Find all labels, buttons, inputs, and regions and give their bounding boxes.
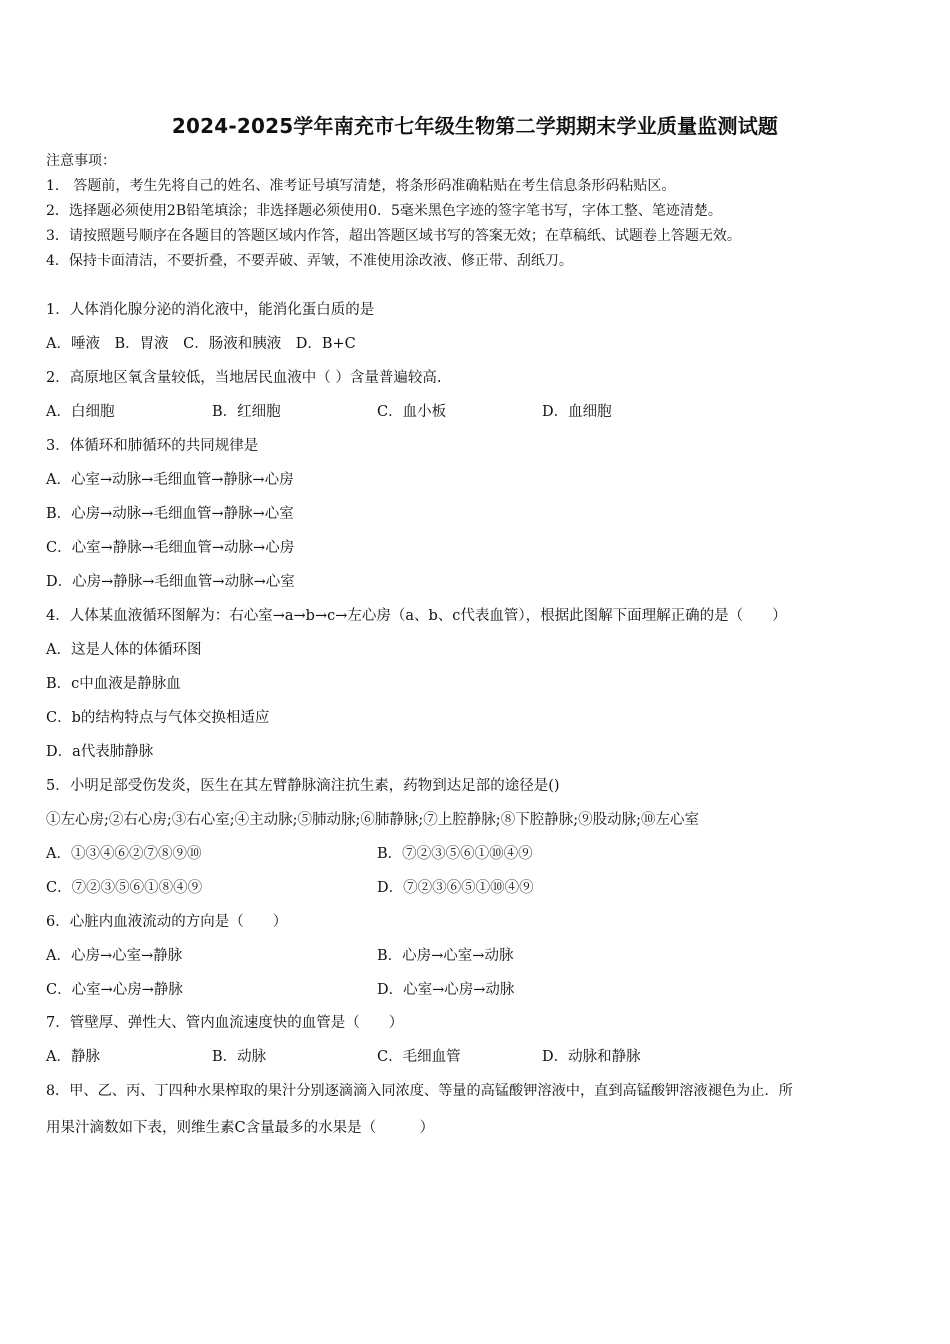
notice-item-1: 1． 答题前，考生先将自己的姓名、准考证号填写清楚，将条形码准确粘贴在考生信息条形码粘贴区。: [46, 178, 676, 194]
q2-stem: 2．高原地区氧含量较低，当地居民血液中（ ）含量普遍较高.: [46, 370, 442, 386]
q5-option-b: B．⑦②③⑤⑥①⑩④⑨: [377, 846, 533, 862]
q2-option-a: A．白细胞: [46, 404, 115, 420]
q4-option-a: A．这是人体的体循环图: [46, 642, 202, 658]
q7-options: [46, 1047, 906, 1067]
q4-option-b: B．c中血液是静脉血: [46, 676, 181, 692]
q2-options: [46, 402, 906, 422]
page-title: 2024-2025学年南充市七年级生物第二学期期末学业质量监测试题: [171, 114, 779, 138]
q7-option-b: B．动脉: [212, 1049, 267, 1065]
q7-stem: 7．管壁厚、弹性大、管内血流速度快的血管是（ ）: [46, 1015, 404, 1031]
q3-stem: 3．体循环和肺循环的共同规律是: [46, 438, 259, 454]
q6-options-row-2: [46, 980, 906, 1000]
q4-stem: 4．人体某血液循环图解为：右心室→a→b→c→左心房（a、b、c代表血管），根据此图解下面理解正确的是（ ）: [46, 608, 787, 624]
notice-heading: 注意事项：: [46, 153, 116, 169]
q3-option-c: C．心室→静脉→毛细血管→动脉→心房: [46, 540, 295, 556]
q5-option-a: A．①③④⑥②⑦⑧⑨⑩: [46, 846, 202, 862]
q8-stem-line-2: 用果汁滴数如下表，则维生素C含量最多的水果是（ ）: [46, 1120, 435, 1136]
q6-stem: 6．心脏内血液流动的方向是（ ）: [46, 914, 288, 930]
q5-option-d: D．⑦②③⑥⑤①⑩④⑨: [377, 880, 534, 896]
q7-option-d: D．动脉和静脉: [542, 1049, 641, 1065]
q8-stem-line-1: 8．甲、乙、丙、丁四种水果榨取的果汁分别逐滴滴入同浓度、等量的高锰酸钾溶液中，直到高锰酸钾溶液褪色为止．所: [46, 1083, 793, 1099]
q3-option-a: A．心室→动脉→毛细血管→静脉→心房: [46, 472, 294, 488]
q5-list: ①左心房;②右心房;③右心室;④主动脉;⑤肺动脉;⑥肺静脉;⑦上腔静脉;⑧下腔静脉;⑨股动脉;⑩左心室: [46, 812, 699, 828]
notice-item-4: 4．保持卡面清洁，不要折叠，不要弄破、弄皱，不准使用涂改液、修正带、刮纸刀。: [46, 253, 573, 269]
q2-option-d: D．血细胞: [542, 404, 612, 420]
q6-option-a: A．心房→心室→静脉: [46, 948, 183, 964]
q6-option-c: C．心室→心房→静脉: [46, 982, 183, 998]
q6-option-b: B．心房→心室→动脉: [377, 948, 514, 964]
q6-option-d: D．心室→心房→动脉: [377, 982, 515, 998]
q7-option-a: A．静脉: [46, 1049, 100, 1065]
q6-options-row-1: [46, 946, 906, 966]
q5-stem: 5．小明足部受伤发炎，医生在其左臂静脉滴注抗生素，药物到达足部的途径是(): [46, 778, 560, 794]
notice-item-2: 2．选择题必须使用2B铅笔填涂；非选择题必须使用0．5毫米黑色字迹的签字笔书写，字体工整、笔迹清楚。: [46, 203, 722, 219]
q4-option-c: C．b的结构特点与气体交换相适应: [46, 710, 270, 726]
q1-stem: 1．人体消化腺分泌的消化液中，能消化蛋白质的是: [46, 302, 375, 318]
q7-option-c: C．毛细血管: [377, 1049, 461, 1065]
q5-options-row-2: [46, 878, 906, 898]
q5-options-row-1: [46, 844, 906, 864]
q4-option-d: D．a代表肺静脉: [46, 744, 154, 760]
q3-option-b: B．心房→动脉→毛细血管→静脉→心室: [46, 506, 294, 522]
notice-item-3: 3．请按照题号顺序在各题目的答题区域内作答，超出答题区域书写的答案无效；在草稿纸、试题卷上答题无效。: [46, 228, 741, 244]
q2-option-c: C．血小板: [377, 404, 447, 420]
q2-option-b: B．红细胞: [212, 404, 281, 420]
q1-options: A．唾液 B．胃液 C．肠液和胰液 D．B+C: [46, 336, 356, 352]
q5-option-c: C．⑦②③⑤⑥①⑧④⑨: [46, 880, 203, 896]
q3-option-d: D．心房→静脉→毛细血管→动脉→心室: [46, 574, 295, 590]
